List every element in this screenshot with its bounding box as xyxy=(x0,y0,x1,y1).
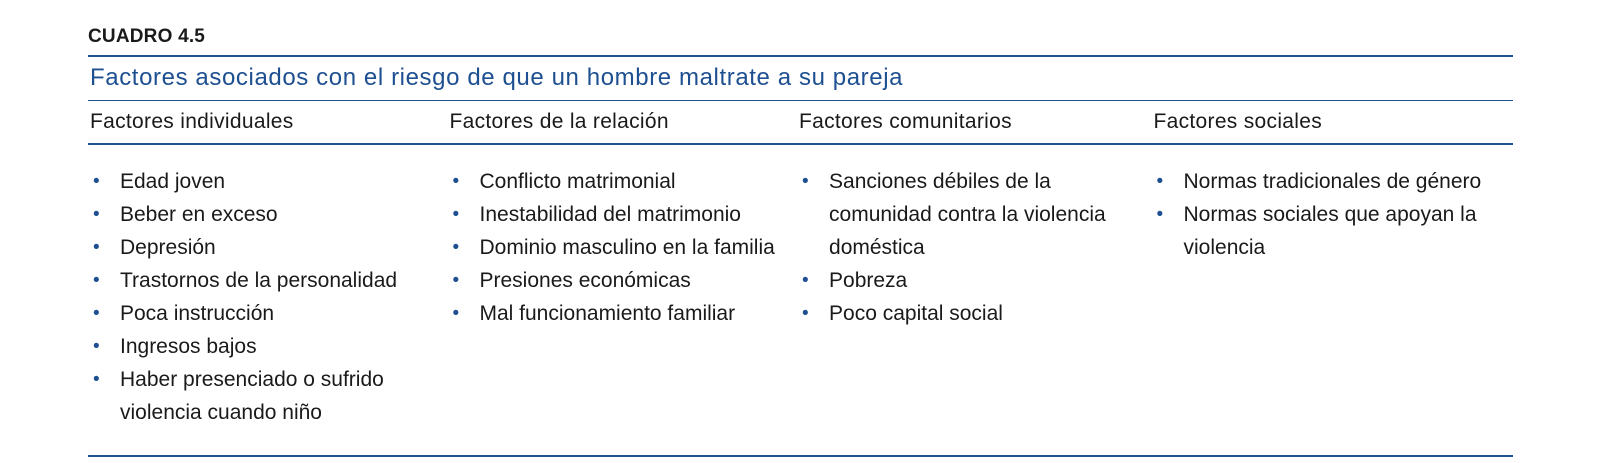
column-relationship xyxy=(450,165,800,429)
list-item: • Inestabilidad del matrimonio xyxy=(450,198,782,231)
table-number-label: CUADRO 4.5 xyxy=(88,26,206,47)
column-header-social: Factores sociales xyxy=(1153,110,1323,133)
column-community xyxy=(799,165,1154,429)
list-item: • Depresión xyxy=(90,231,432,264)
list-item: • Poca instrucción xyxy=(90,297,432,330)
list-item: • Beber en exceso xyxy=(90,198,432,231)
column-header-individual: Factores individuales xyxy=(90,110,294,133)
list-community xyxy=(799,165,1136,330)
list-social xyxy=(1154,165,1496,264)
list-relationship xyxy=(450,165,782,330)
list-item: • Mal funcionamiento familiar xyxy=(450,297,782,330)
column-social xyxy=(1154,165,1514,429)
list-item: • Trastornos de la personalidad xyxy=(90,264,432,297)
bottom-spacer xyxy=(88,457,1513,463)
table-container xyxy=(88,26,1513,463)
list-item: • Ingresos bajos xyxy=(90,330,432,363)
list-item: • Normas sociales que apoyan la violencia xyxy=(1154,198,1496,264)
list-item: • Conflicto matrimonial xyxy=(450,165,782,198)
column-header-relationship: Factores de la relación xyxy=(449,110,669,133)
list-item: • Haber presenciado o sufrido violencia cuando niño xyxy=(90,363,432,429)
list-item: • Presiones económicas xyxy=(450,264,782,297)
list-item: • Pobreza xyxy=(799,264,1136,297)
list-individual xyxy=(90,165,432,429)
table-body-row xyxy=(88,145,1513,455)
table-title: Factores asociados con el riesgo de que un hombre maltrate a su pareja xyxy=(90,64,904,91)
list-item: • Edad joven xyxy=(90,165,432,198)
list-item: • Sanciones débiles de la comunidad contra la violencia doméstica xyxy=(799,165,1136,264)
column-individual xyxy=(90,165,450,429)
column-header-community: Factores comunitarios xyxy=(799,110,1012,133)
table-header-row xyxy=(88,101,1513,143)
list-item: • Poco capital social xyxy=(799,297,1136,330)
list-item: • Normas tradicionales de género xyxy=(1154,165,1496,198)
list-item: • Dominio masculino en la familia xyxy=(450,231,782,264)
